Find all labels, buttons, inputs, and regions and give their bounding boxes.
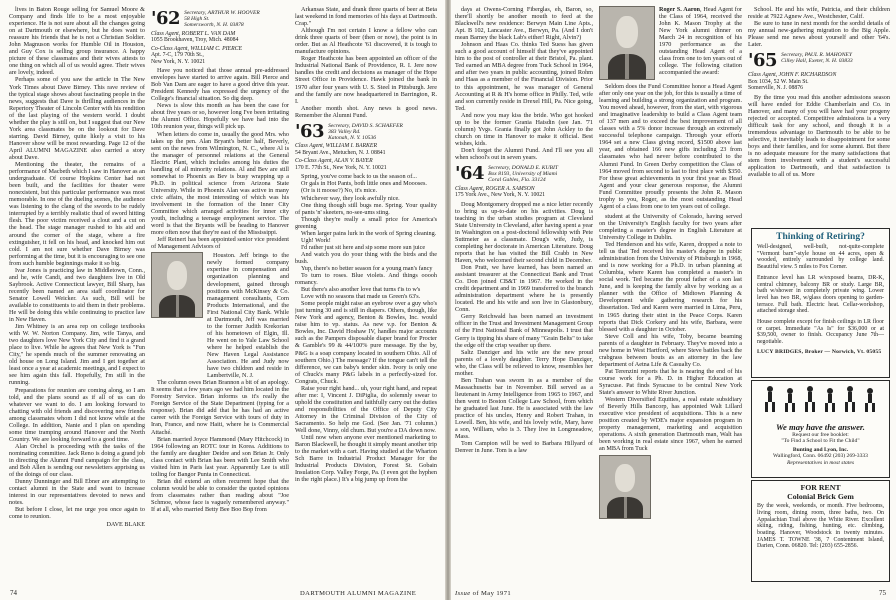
body-paragraph: Gerry Reichwald has been named an investment officer in the Trust and Investment Management Group of the First National Bank of Minneapolis. I trust that Gerry is tipping his share of many "Grain Belts" to take the edge off the crisp weather up there.: [455, 313, 593, 349]
class-agent: Class Agent, WILLIAM I. BARKER 54 Bryant Ave., Metuchen, N. J. 08841: [295, 143, 386, 156]
body-paragraph: When letters do come in, usually the good Mrs. who takes up the pen. Alan Bryant's better half, Beverly, sent on the news from Wilmington, N. C., where Al is the manager of personnel relations at the General Electric Plant, which includes among his duties the handling of all minority relations. Al and Bev are still somewhat to Phoenix as Bev is busy wrapping up a Ph.D. in political science from Arizona State University. While in Phoenix Alan was active in many civic affairs, the most interesting of which was his involvement in the formation of the Inner City Committee which arranged activities for inner city youth, including a teenage employment service. The word is that the Bryants will be heading to Hanover more often now that they're east of the Mississippi.: [151, 130, 289, 237]
body-paragraph: School. He and his wife, Patricia, and their children reside at 7922 Agnew Ave., Westchester, Calif.: [748, 6, 890, 21]
secretary-address: Somersworth, N. H. 03878: [184, 22, 244, 29]
right-column-1: [455, 6, 593, 576]
secretary-address: Cilley Hall, Exeter, N. H. 03833: [781, 58, 853, 65]
ad-company: Bunting and Lyon, Inc.: [792, 446, 849, 453]
ad-tagline: Representatives in most states: [786, 459, 855, 466]
page-number: 74: [10, 589, 17, 597]
body-paragraph: Ivar Jones is practicing law in Middletown, Conn., and he, wife Candi, and two daughters live in Old Saybrook. Active Connecticut lawyer, Bill Sharp, has recently been named an area staff coordinator for Senator Lowell Weicker. As such, Bill will be available to constituents to aid them in their problems. He will be doing this while continuing to practice law in New Haven.: [9, 266, 145, 324]
body-paragraph: (Or is it moose?) No, it's mice.: [301, 187, 378, 195]
secretary-line: Secretary, ARTHUR W. HOOVER: [184, 10, 260, 16]
body-paragraph: Spring, you've come back to us the season of...: [301, 173, 417, 181]
right-page: [451, 0, 896, 600]
ad-body: Well-designed, well-built, not-quite-complete "Vermont barn"-style house on 44 acres, open & wooded, entirely surrounded by college land. Beautiful view. 5 miles to Fox Corner.: [757, 244, 884, 271]
secretary-line: Secretary, DONALD E. KUBIT: [488, 165, 558, 172]
left-column-1: [9, 6, 145, 576]
ad-title: Thinking of Retiring?: [776, 232, 865, 242]
body-paragraph: Don't forget the Alumni Fund. And I'll see you all when school's out in seven years.: [455, 146, 593, 161]
body-paragraph: Steve Coll and his wife, Toby, became beaming parents of a daughter in February. They've moved into a new home in West Hartford, where Steve battles back the crabgrass between bouts as an attorney in the law department of Aetna Life & Casualty Co.: [599, 332, 742, 368]
issue-footer: Issue of May 1971: [455, 590, 512, 597]
body-paragraph: Pat Terenzini reports that he is nearing the end of his course work for a Ph. D. in Higher Education at Syracuse. Pat finds Syracuse to be central New York State's answer to White River Junction.: [599, 367, 742, 397]
ad-broker: LUCY BRIDGES, Broker — Norwich, Vt. 05055: [757, 348, 882, 355]
body-paragraph: Ugh! Work!: [301, 236, 331, 244]
photo-caption: Roger S. Aaron, Head Agent for the Class of 1964, received the John K. Mason Trophy at the New York alumni dinner on March 24 in recognition of his 1970 performance as the outstanding Head Agent of a class from one to ten years out of college. The following citation accompanied the award:: [659, 6, 742, 77]
body-paragraph: Johnson and Haas Co. thinks Ted Suess has given such a good account of himself that they've appointed him to the post of controller at their Bristol, Pa. plant. Ted earned an MBA degree from Tuck School in 1964, and after two years in public accounting, joined Rohm and Haas as a member of the Financial Division. Prior to this appointment, he was manager of General Accounting at R & H's home office in Philly. Ted, wife and son currently reside in Drexel Hill, Pa. Nice going, Ted.: [455, 41, 593, 112]
roger-aaron-photo: [599, 6, 655, 80]
secretary-line: Secretary, PAUL R. MAHONEY: [781, 52, 852, 59]
body-paragraph: Don Pratt, we have learned, has been named an assistant treasurer at the Connecticut Bank and Trust Co. Don joined CB&T in 1967. He worked in the credit department and in 1969 transferred to the branch administration department where he is presently located. He and his wife and son live in Glastonbury, Conn.: [455, 264, 593, 314]
left-column-3: [295, 6, 437, 576]
body-paragraph: Mentioning the theater, the remains of a performance of Macbeth which I saw in Hanover as an undergraduate. Of course Hopkins Center had not been built, and the facilities for theater were nonexistent, but this particular performance was most memorable. In one of the dueling scenes, the audience was listening to the clang of the swords to be rudely interrupted by a terribly realistic thud of sword hitting flesh. The poor victim received a clout and a cut on the head. The stage manager rushed to his aid and around the corner of the stage, where a fire extinguisher, it fell on his head, and knocked him out cold. I am not sure whether Dave Birney was performing at the time, but it is encouraging to see one from such humble beginnings make it so big.: [9, 161, 145, 267]
class-year: '63: [295, 120, 325, 142]
body-paragraph: days at Owens-Corning Fiberglas, eh, Baron, so, there'll shortly be another mouth to feed at the Blackwell's new residence: Berwyn Main Line Apts., Apt. B 102, Lancaster Ave., Berwyn, Pa. (And I don't mean Barney the black Lab's either! Right, Alvin?): [455, 6, 593, 42]
body-paragraph: But before I close, let me urge you once again to come to reunion.: [9, 506, 145, 521]
body-paragraph: I'd rather just sit here and sip some more sun juice: [301, 243, 426, 251]
body-paragraph: News is slow this month as has been the case for about five years or so, however long I've been irritating the Alumni Office. Hopefully we have had into the 10th reunion year, things will pick up.: [151, 102, 289, 131]
body-paragraph: Brian married Joyce Hammond (Mary Hitchcock) in 1964 following an ROTC tour in Korea. Additions to the family are daughter Deidre and son Brian Jr. Only class contact with Brian has been with Lee Smith who visited him in Paris last year. Apparently Lee is still toiling for Bangor Punta in Connecticut.: [151, 435, 289, 478]
right-column-2: [599, 6, 742, 576]
co-class-agent: Co-Class Agent, ALAN V. BAYER 170 E. 77th St., New York, N. Y. 10021: [295, 158, 387, 171]
body-paragraph: Jim Whitney is an area rep on college textbooks with W. W. Norton Company. Jim, wife Tanya, and two daughters love New York City and find it a grand place to live. While he agrees that New York is "Fun City," he spends much of the summer renovating an old house on Long Island. Jim and I get together at least once a year at academic meetings, and I expect to see him again this fall. Hopefully, I'm still in the running.: [9, 323, 145, 387]
body-paragraph: Preparations for reunion are coming along, so I am told, and the plans sound as if all of us can do whatever we want to do. I am looking forward to chatting with old friends and discovering new friends among classmates whom I did not know while at the College. In addition, Nanie and I plan on spending some time tramping around Hanover and the North Country. We are looking forward to a good time.: [9, 386, 145, 443]
people-icon: [752, 381, 889, 417]
ad-body: Entrance level has LR w/exposed beams, DR-K, central chimney, balcony BR or study. Large BR, bath w/shower in completely private wing. Lower level has two BR, w/glass doors opening to garden-terrace. Full bath. Electric heat. Cellar-workshop, attached storage shed.: [757, 274, 884, 315]
class-63-header: [295, 120, 437, 142]
ad-headline: We may have the answer.: [776, 422, 865, 432]
walt-lillard-photo: [599, 455, 651, 519]
column-signature: DAVE BLAKE: [106, 521, 145, 529]
body-paragraph: Tom Campion will be wed to Barbara Hillyard of Denver in June. Tom is a law: [455, 440, 593, 455]
body-paragraph: Dunny Dunninger and Bill Ebner are attempting to contact alumni in the State and want to increase interest in our representatives devoted to news and notes.: [9, 478, 145, 507]
ad-body: House complete except for finish ceilings in LR floor or carpet. Immediate "As Is" for $36,000 or at $39,500, owner to finish. Occupancy June 7th—negotiable.: [757, 319, 884, 346]
body-paragraph: Ben Trahan was sworn in as a member of the Massachusetts bar in November. Bill served as a lieutenant in Army Intelligence from 1965 to 1967, and then went to Boston College Law School, from which he graduated last June. He is associated with the law practice of his uncles, Henry and Robert Trahan, in Lowell. Ben, his wife, and his lovely wife, Mary, have a son, William, who is 3. They live in Longmeadow, Mass.: [455, 376, 593, 441]
body-paragraph: When larger pains lurk in the work of Spring cleaning.: [301, 229, 437, 237]
class-agent: Class Agent, ROBERT L. VAN DAM 1055 Brookhaven, Troy, Mich. 48084: [151, 30, 239, 44]
secretary-address: Box 8193, University of Miami: [488, 171, 558, 178]
body-paragraph: student at the University of Colorado, having served on the University's English faculty for two years after completing a master's degree in English Literature at University College in Dublin.: [599, 212, 742, 241]
class-65-header: [748, 52, 890, 70]
class-year: '64: [455, 163, 485, 185]
body-paragraph: Love with no seasons that made us Green's 63's.: [301, 293, 421, 301]
class-62-header: [151, 10, 289, 29]
body-paragraph: Until now when anyone ever mentioned marketing to Baron Blackwell, he thought it simply meant another trip to the market with a cart. Having studied at the Wharton Sch Barre in Industrial Product Manager for the Industrial Products Division, Forest St. Gobain Insulation Corp. Valley Forge, Pa. (I even got the hyphen in the right place.) It's a big jump up from the: [295, 434, 437, 484]
ad-subtitle: Colonial Brick Gem: [787, 491, 854, 501]
body-paragraph: Some people might raise an eyebrow over a guy who's just turning 30 and is still in diapers. Others, though, like New York and agency, Benton & Bowles, Inc. would raise him to vp. status. As new v.p. for Benton & Bowles, Inc. David Hoshaw IV, handles major accounts such as the Pampers disposable diaper brand for Procter & Gamble's 99 & 44/100% pure message. By the by, P&G is a soap company located in southern Ohio. All of southern Ohio.) The message? If the tongue can't tell the difference, we can baby's tender skin. Ivory is only one of Chuck's many P&G labels in a perfectly-sized for. Congrats, Chuck.: [295, 300, 437, 385]
body-paragraph: Brian did extend an often recurrent hope that the column would be able to consider the quoted opinions from classmates rather than reading about "Joe Schmoe, whose face is vaguely remembered anyway." If at all, who married Betty Bee Boo Bop from: [151, 477, 289, 514]
body-paragraph: Perhaps some of you saw the article in The New York Times about Dave Birney. This rave review of the typical stage shows about fascinating people in the news, suggests that Dave is thrilling audiences in the Repertory Theater of Lincoln Center with his rendition of the last playing of the western world. I doubt whether the play is still on, but I suggest that our New York area classmates be on the lookout for Dave starring. David Birney, quite likely a visit to his Hanover show will be most rewarding. Page 12 of the April ALUMNI MAGAZINE also carried a story about Dave.: [9, 76, 145, 161]
body-paragraph: Although I'm not certain I know a fellow who can drink three quarts of beer (then or now), the point is in order. But as Al Heathcote '61 discovered, it is tough to manufacture opinions.: [295, 27, 437, 56]
body-paragraph: And now you may kiss the bride. Who got hooked up to be the former Grania Haisdin (see Jan. '71 column) Yvgs. Grania finally got John Ackley to the church on time in Hanover to make it official. Best wishes, kids.: [455, 111, 593, 147]
body-paragraph: Ted Henderson and his wife, Karen, dropped a note to tell us that Ted received his master's degree in public administration from the University of Pittsburgh in 1968, and is now working for a Ph.D. in urban planning at Columbia, where Karen has completed a master's in social work. Ted became the proud father of a son last June, and is keeping the family alive by working as a planner with the Office of Midtown Planning & Development while gathering research for his dissertation. Ted and Karen were married in Lima, Peru, in 1965 during their stint in the Peace Corps. Karen reports that Dick Corkery and his wife, Barbara, were blessed with a daughter in October.: [599, 241, 742, 333]
left-page: [0, 0, 445, 600]
class-year: '62: [151, 8, 181, 29]
body-paragraph: By the time you read this another admissions season will have ended for Eddie Chamberlain and Co. in Hanover, and many of you will have had your progeny rejected or accepted. Competitive admissions is a very difficult task for any school, and though it is a tremendous advantage to Dartmouth to be able to be selective, it inevitably leads to disappointment for some boys and their families, and for some alumni. But there is no adequate measure for the many satisfactions that stem from involvement with a student's successful application to Dartmouth, and that satisfaction is available to all of us. More: [748, 93, 890, 179]
ad-body: By the week, weekends, or month. Five bedrooms, living room, dining room, three baths, two. On Appalachian Trail above the White River. Excellent skiing, riding, fishing, hunting, etc. climbing, boating. Hanover, Woodstock in twenty minutes. JAMES T. TOWNE '38, 7 Contentment Island, Darien, Conn. 06820. Tel: (203) 655-2856.: [757, 503, 884, 550]
jeff-reinert-photo: [151, 252, 203, 318]
left-column-2: [151, 6, 289, 576]
ad-line: Request our free booklet:: [792, 432, 849, 438]
body-paragraph: Alan Orchel is proceeding with the tasks of the nominating committee. Jack Reno is doing a grand job in directing the Alumni Fund campaign for the class, and Bob Allen is sending our newsletters apprising us of the doings of our class.: [9, 442, 145, 479]
secretary-address: Coral Gables, Fla. 33124: [488, 177, 546, 184]
ad-for-rent: [751, 480, 890, 582]
body-paragraph: One thing though still bugs me. Spring. Your quality of pants 'n' skeeters, no-see-ums sting.: [295, 201, 437, 216]
body-paragraph: Arkansas State, and drank three quarts of beer at Beta last weekend in fond memories of his days at Dartmouth. Crap.": [295, 6, 437, 28]
body-paragraph: Have you noticed that those annual pre-addressed envelopes have started to arrive again. Bill Pierce and Bob Van Dam are eager to have a good drive this year. President Kennedy has expressed the urgency of the College's financial situation. So dig deep.: [151, 67, 289, 103]
body-paragraph: Jeff Reinert has been appointed senior vice president of Management Advisors of: [151, 236, 289, 251]
body-paragraph: Seldom does the Fund Committee honor a Head Agent after only one year on the job, for this is usually a time of learning and building a strong organization and program. You moved ahead, however, from the start, with vigorous and imaginative leadership to build a Class Agent team of 137 men and to exceed the best improvement of all classes with a 5% donor increase through an extremely successful telephone campaign. Through your efforts 1964 set a new Class giving record, $1500 above last year, and obtained 166 new gifts including 23 from classmates who had never before contributed to the Alumni Fund. In Green Derby competition the Class of 1964 moved from second to last to first place with $350. For these great achievements in your first year as Head Agent and your clear generous response, the Alumni Fund Committee proudly presents the John R. Mason trophy to you, Roger, as the most outstanding Head Agent of a class from one to ten years out of college.: [599, 83, 742, 210]
body-paragraph: Saltz Danziger and his wife are the new proud parents of a lovely daughter. Terry Hope Danziger, who, the Class will be relieved to know, resembles her mother.: [455, 348, 593, 377]
class-year: '65: [748, 50, 778, 72]
secretary-address: 58 High St.: [184, 16, 210, 23]
body-paragraph: Whichever way, they look awfully nice.: [301, 194, 400, 202]
body-paragraph: lives in Baton Rouge selling for Samuel Moore & Company and finds life to be a most enjoyable experience. He is not sure about all the changes going on at Dartmouth or elsewhere, but he does want to reassure his friends that he is not a Christian Soldier. John Magnuson works for Humble Oil in Houston, and Guy Cox is selling group insurance. A happy picture of these classmates and their wives attests to one thing on which all of us would agree. Their wives are lovely, indeed.: [9, 6, 145, 77]
body-paragraph: And watch you do your thing with the birds and the bush.: [295, 250, 437, 265]
ad-thinking-of-retiring: [751, 228, 890, 378]
secretary-line: Secretary, DAVID S. SCHAEFER: [328, 122, 403, 129]
body-paragraph: Raise your right hand... uh, your right hand, and repeat after me: I, Vincent J. DiPiglia, do solemnly swear to uphold the constitution and faithfully carry out the duties and responsibilities of the Office of Deputy City Attorney in the Criminal Division of the City of Sacramento. So help me God. (See Jan. '71 column.) Well done, Vinny, old chum. But you're a DA down now.: [295, 384, 437, 435]
ad-title: FOR RENT: [800, 483, 841, 492]
body-paragraph: To turn to roses. Blue violets. And things ooooh romancy.: [295, 272, 437, 287]
body-paragraph: Be sure to tune in next month for the sordid details of my annual new-gathering migration to the Big Apple. Please send me news about yourself and other '64's. Later.: [748, 20, 890, 49]
body-paragraph: Houston. Jeff brings to the newly formed company expertise in compensation and organization planning and development, gained through positions with McKinsey & Co. management consultants, Corn Products International, and the First National City Bank. While at Dartmouth, Jeff was married to the former Judith Krekorian of his hometown of Elgin, Ill. He went on to Yale Law School where he helped establish the New Haven Legal Assistance Association. He and Judy now have two children and reside in Lambertville, N. J.: [207, 252, 289, 380]
page-number: 75: [879, 589, 886, 597]
secretary-address: Katonah, N. Y. 10536: [328, 135, 377, 142]
ad-address: Wallingford, Conn. 06492 (203) 269-3333: [773, 453, 868, 460]
magazine-footer: DARTMOUTH ALUMNI MAGAZINE: [300, 590, 417, 597]
body-paragraph: Another month shot. Any news is good news. Remember the Alumni Fund.: [295, 104, 437, 119]
body-paragraph: Western Diversified Equities, a real estate subsidiary of Beverly Hills Bancorp, has appointed Walt Lillard executive vice president of acquisitions. This is a new position created by WDE's major expansion program in property management, marketing and acquisition operations. A sixth generation Dartmouth man, Walt has been working in real estate since 1967, when he earned an MBA from Tuck: [599, 396, 742, 453]
secretary-address: 383 Valley Rd.: [328, 128, 361, 135]
ad-line: "To Find a School to Fit the Child": [781, 438, 860, 445]
body-paragraph: Yup, there's no better season for a young man's fancy: [301, 264, 433, 272]
class-agent: Class Agent, JOHN F. RICHARDSON Box 1034, 52 W. Main St. Somerville, N. J. 08876: [748, 72, 837, 92]
class-64-header: [455, 165, 593, 184]
body-paragraph: Or gals in Hot Pants, both little ones and Moooses.: [301, 180, 427, 188]
body-paragraph: But there's also another love that turns t'is to w's: [301, 286, 421, 294]
body-paragraph: Roger Heathcote has been appointed an officer of the Industrial National Bank of Providence, R. I. Jere now handles the credit and decisions as manager of the Hope Street Office in Providence. Hawk joined the bank in 1970 after four years with U. S. Steel in Pittsburgh. Jere and the family are now headquartered in Barrington, R. I.: [295, 55, 437, 105]
co-class-agent: Co-Class Agent, WILLIAM C. PIERCE Apt. 7-C, 179 70th St., New York, N. Y. 10021: [151, 45, 243, 65]
class-agent: Class Agent, ROGER A. SAMSON 175 York Ave., New York, N. Y. 10021: [455, 185, 546, 199]
body-paragraph: Though they're really a small price for America's greening: [295, 215, 437, 230]
body-paragraph: Doug Montgomery dropped me a nice letter recently to bring us up-to-date on his activities. Doug is teaching in the urban studies program at Cleveland State University in Cleveland, after having spent a year in Washington on a post-doctoral fellowship with Pete Suttmeier as a classmate. Doug's wife, Judy, is completing her doctorate in American Literature. Doug reports that he has visited the Bill Crabb in New Haven, who welcomed their second child in December.: [455, 200, 593, 265]
body-paragraph: The column owes Brian Brannon a bit of an apology. It seems that a few years ago we had him located in the Forestry Service. Brian informs us it's really the Foreign Service of the State Department (typing for a response). Brian did add that he has had an active career with the Foreign Service with tours of duty in Iran, France, and now Haiti, where he is Commercial Attaché.: [151, 379, 289, 436]
ad-school-answer: [751, 380, 890, 478]
